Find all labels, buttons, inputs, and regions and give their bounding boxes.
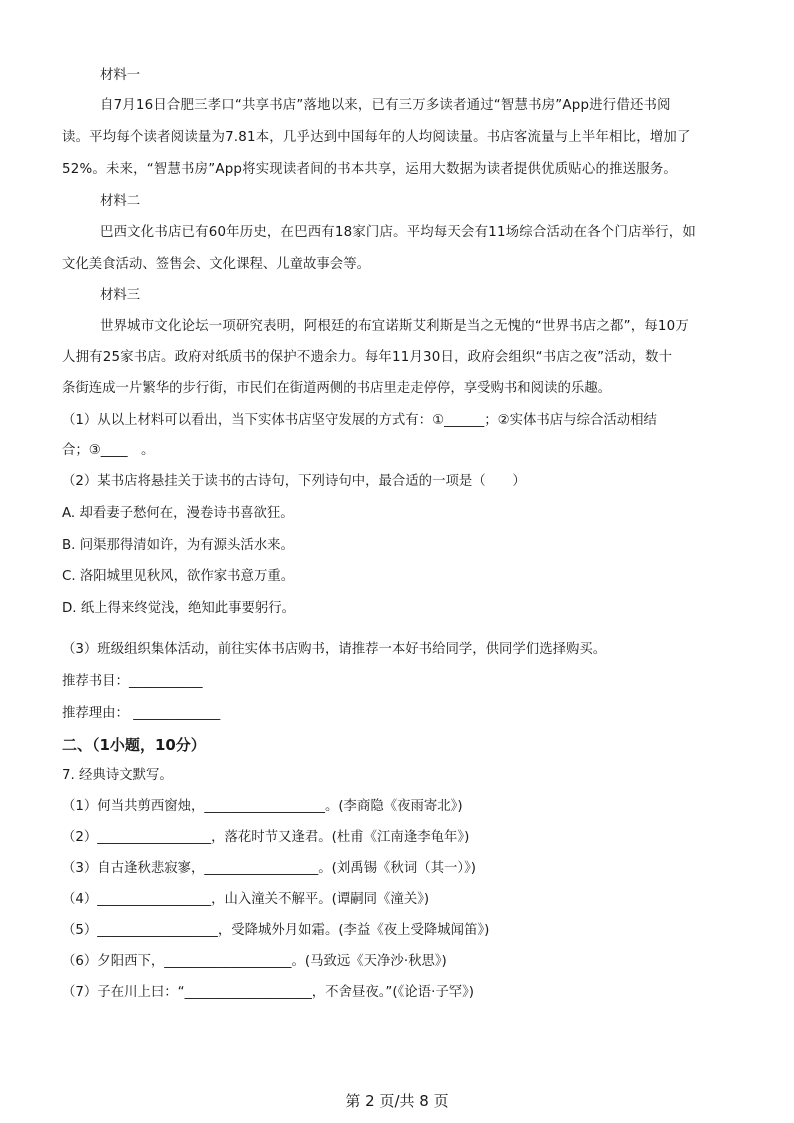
dictation-item-4: （4）_________________，山入潼关不解平。(谭嗣同《潼关》) <box>62 892 430 907</box>
page-number-footer: 第 2 页/共 8 页 <box>345 1092 449 1110</box>
section-2-heading: 二、（1小题，10分） <box>62 736 206 754</box>
question-1-line-2: 合；③____ 。 <box>62 443 155 458</box>
dictation-item-7: （7）子在川上曰：“___________________，不舍昼夜。”(《论语·子罕》) <box>62 985 475 1000</box>
material1-line-1: 自7月16日合肥三孝口“共享书店”落地以来，已有三万多读者通过“智慧书房”App进行借还书阅 <box>100 98 671 113</box>
material3-line-3: 条街连成一片繁华的步行街，市民们在街道两侧的书店里走走停停，享受购书和阅读的乐趣。 <box>62 381 612 396</box>
material2-title: 材料二 <box>100 194 141 209</box>
question-2-stem: （2）某书店将悬挂关于读书的古诗句，下列诗句中，最合适的一项是（ ） <box>62 474 526 489</box>
question-7-title: 7. 经典诗文默写。 <box>62 768 173 783</box>
material2-line-1: 巴西文化书店已有60年历史，在巴西有18家门店。平均每天会有11场综合活动在各个门店举行，如 <box>100 225 696 240</box>
dictation-item-1: （1）何当共剪西窗烛，__________________。(李商隐《夜雨寄北》) <box>62 799 463 814</box>
question-2-option-b: B. 问渠那得清如许，为有源头活水来。 <box>62 538 294 553</box>
dictation-item-6: （6）夕阳西下，___________________。(马致远《天净沙·秋思》) <box>62 954 447 969</box>
material1-title: 材料一 <box>100 68 141 83</box>
material3-title: 材料三 <box>100 288 141 303</box>
material3-line-1: 世界城市文化论坛一项研究表明，阿根廷的布宜诺斯艾利斯是当之无愧的“世界书店之都”，每10万 <box>100 319 689 334</box>
dictation-item-2: （2）_________________，落花时节又逢君。(杜甫《江南逢李龟年》) <box>62 830 470 845</box>
question-1-line-1: （1）从以上材料可以看出，当下实体书店坚守发展的方式有：①______；②实体书店与综合活动相结 <box>62 413 657 428</box>
dictation-item-5: （5）__________________，受降城外月如霜。(李益《夜上受降城闻笛》) <box>62 923 490 938</box>
material1-line-2: 读。平均每个读者阅读量为7.81本，几乎达到中国每年的人均阅读量。书店客流量与上半年相比，增加了 <box>62 130 691 145</box>
question-3-book: 推荐书目：___________ <box>62 674 203 689</box>
question-2-option-a: A. 却看妻子愁何在，漫卷诗书喜欲狂。 <box>62 506 294 521</box>
material1-line-3: 52%。未来，“智慧书房”App将实现读者间的书本共享，运用大数据为读者提供优质贴心的推送服务。 <box>62 162 678 177</box>
dictation-item-3: （3）自古逢秋悲寂寥，_________________。(刘禹锡《秋词（其一）》) <box>62 861 476 876</box>
material2-line-2: 文化美食活动、签售会、文化课程、儿童故事会等。 <box>62 257 370 272</box>
material3-line-2: 人拥有25家书店。政府对纸质书的保护不遗余力。每年11月30日，政府会组织“书店之夜”活动，数十 <box>62 350 673 365</box>
question-2-option-c: C. 洛阳城里见秋风，欲作家书意万重。 <box>62 569 295 584</box>
question-3-stem: （3）班级组织集体活动，前往实体书店购书，请推荐一本好书给同学，供同学们选择购买。 <box>62 642 607 657</box>
question-3-reason: 推荐理由： _____________ <box>62 706 221 721</box>
question-2-option-d: D. 纸上得来终觉浅，绝知此事要躬行。 <box>62 601 296 616</box>
